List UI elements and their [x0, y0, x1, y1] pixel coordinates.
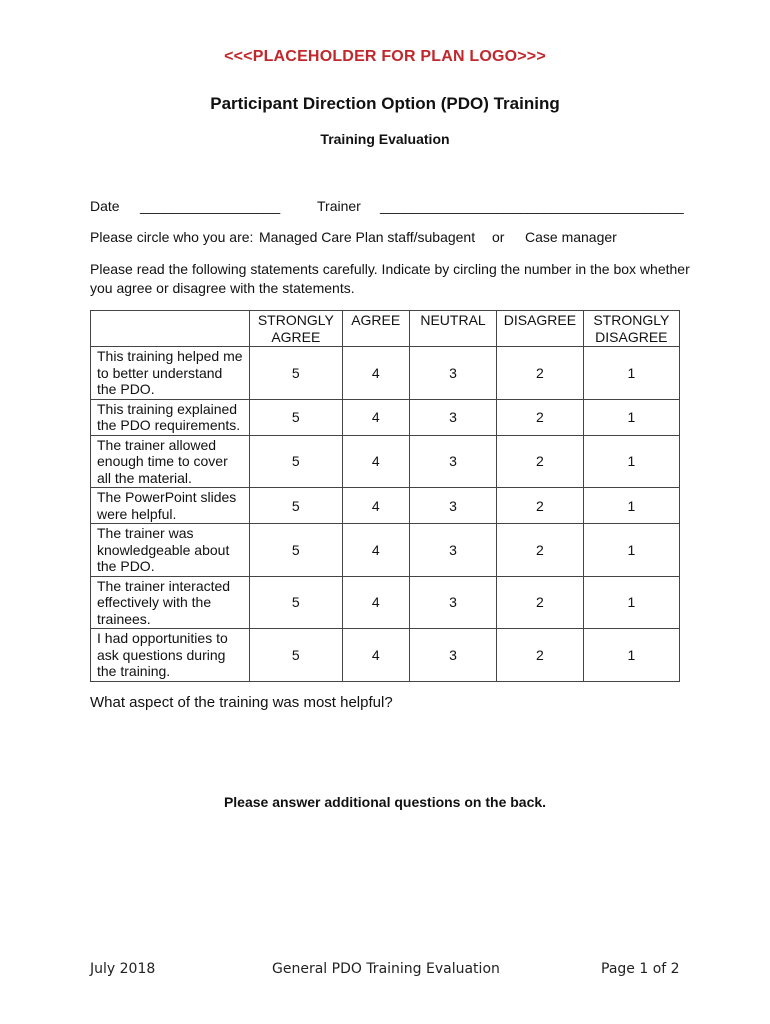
footer-date: July 2018: [90, 961, 156, 977]
table-header-agree: AGREE: [342, 311, 409, 347]
rating-cell[interactable]: 2: [497, 576, 584, 629]
table-header-strongly-disagree: STRONGLY DISAGREE: [583, 311, 679, 347]
option-case-manager[interactable]: Case manager: [525, 229, 617, 245]
evaluation-table: [90, 310, 680, 682]
rating-cell[interactable]: 1: [583, 524, 679, 577]
table-row: [91, 488, 680, 524]
rating-cell[interactable]: 1: [583, 399, 679, 435]
rating-cell[interactable]: 4: [342, 524, 409, 577]
trainer-field[interactable]: _______________________________________: [380, 198, 684, 214]
table-row: [91, 524, 680, 577]
rating-cell[interactable]: 4: [342, 435, 409, 488]
rating-cell[interactable]: 5: [250, 524, 342, 577]
question-most-helpful: What aspect of the training was most helpful?: [90, 694, 393, 711]
table-row: [91, 399, 680, 435]
footer-page-number: Page 1 of 2: [601, 961, 680, 977]
table-header-neutral: NEUTRAL: [409, 311, 496, 347]
table-row: [91, 347, 680, 400]
page-title: Participant Direction Option (PDO) Training: [210, 94, 560, 113]
circle-prompt: Please circle who you are:: [90, 229, 254, 245]
table-row: [91, 629, 680, 682]
statement-cell: This training explained the PDO requirements.: [91, 399, 250, 435]
statement-cell: The trainer allowed enough time to cover all the material.: [91, 435, 250, 488]
rating-cell[interactable]: 5: [250, 629, 342, 682]
rating-cell[interactable]: 4: [342, 629, 409, 682]
rating-cell[interactable]: 3: [409, 488, 496, 524]
rating-cell[interactable]: 2: [497, 435, 584, 488]
back-page-note: Please answer additional questions on the back.: [223, 794, 547, 810]
rating-cell[interactable]: 2: [497, 488, 584, 524]
rating-cell[interactable]: 4: [342, 576, 409, 629]
rating-cell[interactable]: 3: [409, 629, 496, 682]
rating-cell[interactable]: 1: [583, 435, 679, 488]
rating-cell[interactable]: 3: [409, 435, 496, 488]
rating-cell[interactable]: 5: [250, 435, 342, 488]
plan-logo-placeholder: <<<PLACEHOLDER FOR PLAN LOGO>>>: [224, 48, 546, 65]
table-row: [91, 435, 680, 488]
statement-cell: I had opportunities to ask questions during the training.: [91, 629, 250, 682]
rating-cell[interactable]: 1: [583, 347, 679, 400]
table-row: [91, 576, 680, 629]
page-subtitle: Training Evaluation: [320, 131, 450, 147]
rating-cell[interactable]: 5: [250, 488, 342, 524]
rating-cell[interactable]: 2: [497, 347, 584, 400]
rating-cell[interactable]: 4: [342, 488, 409, 524]
rating-cell[interactable]: 1: [583, 488, 679, 524]
table-header-strongly-agree: STRONGLY AGREE: [250, 311, 342, 347]
footer-title: General PDO Training Evaluation: [272, 961, 500, 977]
rating-cell[interactable]: 2: [497, 524, 584, 577]
statement-cell: The PowerPoint slides were helpful.: [91, 488, 250, 524]
table-header-row: [91, 311, 680, 347]
or-text: or: [492, 229, 505, 245]
trainer-label: Trainer: [317, 198, 361, 214]
rating-cell[interactable]: 5: [250, 399, 342, 435]
rating-cell[interactable]: 1: [583, 576, 679, 629]
statement-cell: The trainer was knowledgeable about the PDO.: [91, 524, 250, 577]
rating-cell[interactable]: 3: [409, 524, 496, 577]
rating-cell[interactable]: 4: [342, 347, 409, 400]
statement-cell: This training helped me to better understand the PDO.: [91, 347, 250, 400]
date-field[interactable]: __________________: [140, 198, 281, 214]
table-header-disagree: DISAGREE: [497, 311, 584, 347]
instructions-text: Please read the following statements carefully. Indicate by circling the number in the box whether you agree or disagree with the statements.: [90, 261, 690, 296]
rating-cell[interactable]: 2: [497, 399, 584, 435]
rating-cell[interactable]: 5: [250, 576, 342, 629]
rating-cell[interactable]: 3: [409, 576, 496, 629]
date-label: Date: [90, 198, 120, 214]
rating-cell[interactable]: 2: [497, 629, 584, 682]
rating-cell[interactable]: 4: [342, 399, 409, 435]
rating-cell[interactable]: 3: [409, 347, 496, 400]
rating-cell[interactable]: 5: [250, 347, 342, 400]
rating-cell[interactable]: 1: [583, 629, 679, 682]
rating-cell[interactable]: 3: [409, 399, 496, 435]
table-header-statement: [91, 311, 250, 347]
option-managed-care-plan-staff[interactable]: Managed Care Plan staff/subagent: [259, 229, 476, 245]
statement-cell: The trainer interacted effectively with the trainees.: [91, 576, 250, 629]
